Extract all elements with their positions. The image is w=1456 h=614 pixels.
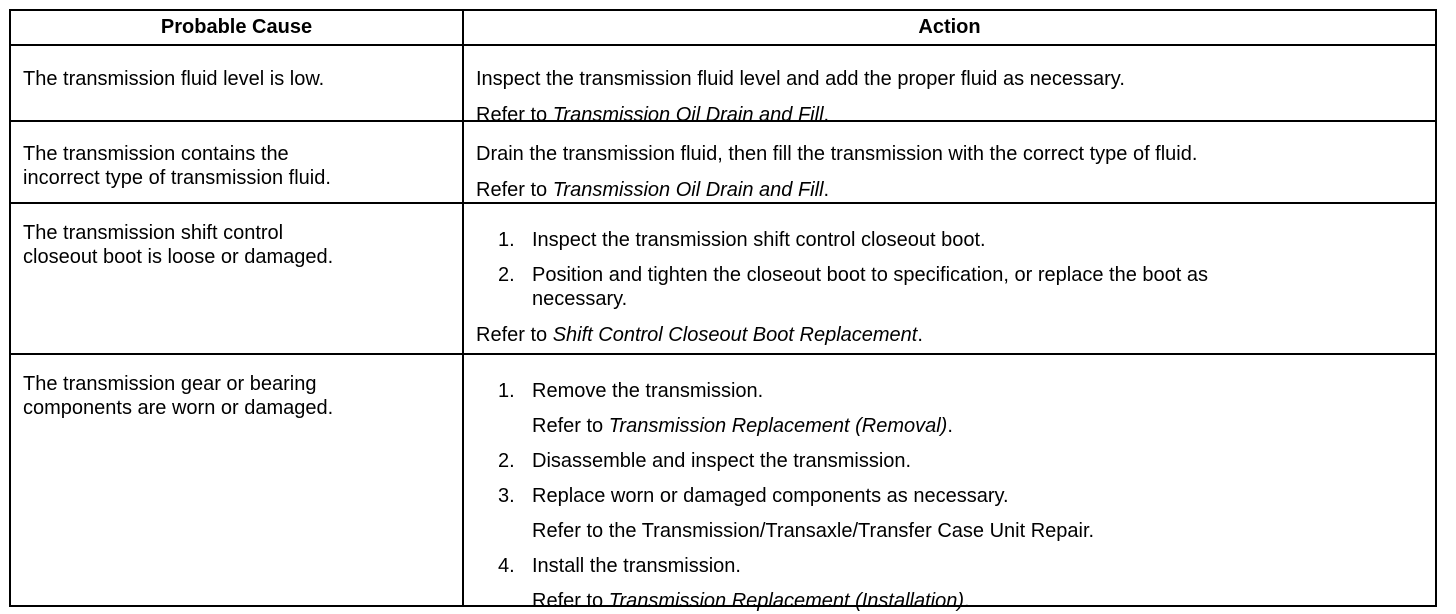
table-row	[11, 44, 1435, 126]
cause-cell	[23, 221, 443, 355]
step-text: Disassemble and inspect the transmission.	[532, 450, 912, 472]
cause-text-line: closeout boot is loose or damaged.	[23, 246, 334, 268]
step-item	[476, 379, 1427, 403]
refer-link: Transmission Oil Drain and Fill	[552, 104, 824, 126]
cause-text-line: The transmission contains the	[23, 143, 289, 165]
refer-line: Refer to Shift Control Closeout Boot Replacement.	[476, 324, 923, 346]
cause-text-line: The transmission gear or bearing	[23, 373, 317, 395]
table-row	[11, 120, 1435, 204]
action-cell	[476, 142, 1427, 204]
cause-cell	[23, 142, 443, 204]
step-text: Install the transmission.	[532, 555, 741, 577]
table-row	[11, 353, 1435, 612]
refer-link: Transmission Replacement (Installation)	[608, 590, 965, 612]
step-number: 3.	[498, 485, 515, 507]
step-text: Replace worn or damaged components as necessary.	[532, 485, 1009, 507]
cause-text-line: incorrect type of transmission fluid.	[23, 167, 331, 189]
step-item	[476, 554, 1427, 578]
step-item	[476, 484, 1427, 508]
header-row	[11, 11, 1435, 44]
refer-link: Shift Control Closeout Boot Replacement	[552, 324, 918, 346]
refer-link: Transmission Replacement (Removal)	[608, 415, 948, 437]
refer-line: Refer to Transmission Oil Drain and Fill.	[476, 179, 830, 201]
header-action: Action	[918, 16, 981, 38]
cause-text-line: The transmission shift control	[23, 222, 284, 244]
step-text: Remove the transmission.	[532, 380, 764, 402]
step-item	[476, 228, 1427, 252]
refer-line: Refer to Transmission Replacement (Removal).	[532, 415, 953, 437]
diagnostic-table	[9, 9, 1437, 612]
step-number: 2.	[498, 450, 515, 472]
cause-text: The transmission fluid level is low.	[23, 68, 325, 90]
cause-cell	[23, 67, 443, 122]
step-number: 1.	[498, 380, 515, 402]
action-cell	[476, 379, 1427, 612]
refer-line: Refer to Transmission Oil Drain and Fill.	[476, 104, 830, 126]
refer-line: Refer to Transmission Replacement (Installation).	[532, 590, 970, 612]
step-text: Position and tighten the closeout boot to specification, or replace the boot as	[532, 264, 1208, 286]
table-row	[11, 202, 1435, 355]
cause-text-line: components are worn or damaged.	[23, 397, 334, 419]
action-cell	[476, 67, 1427, 126]
step-item	[476, 263, 1427, 311]
action-cell	[476, 228, 1427, 355]
action-text: Drain the transmission fluid, then fill the transmission with the correct type of fluid.	[476, 143, 1198, 165]
step-item	[476, 449, 1427, 473]
step-text: necessary.	[532, 288, 628, 310]
action-text: Inspect the transmission fluid level and add the proper fluid as necessary.	[476, 68, 1125, 90]
step-number: 4.	[498, 555, 515, 577]
cause-cell	[23, 372, 443, 609]
step-text: Inspect the transmission shift control closeout boot.	[532, 229, 986, 251]
step-number: 2.	[498, 264, 515, 286]
refer-link: Transmission Oil Drain and Fill	[552, 179, 824, 201]
step-number: 1.	[498, 229, 515, 251]
refer-line: Refer to the Transmission/Transaxle/Transfer Case Unit Repair.	[532, 520, 1095, 542]
header-probable-cause: Probable Cause	[160, 16, 313, 38]
